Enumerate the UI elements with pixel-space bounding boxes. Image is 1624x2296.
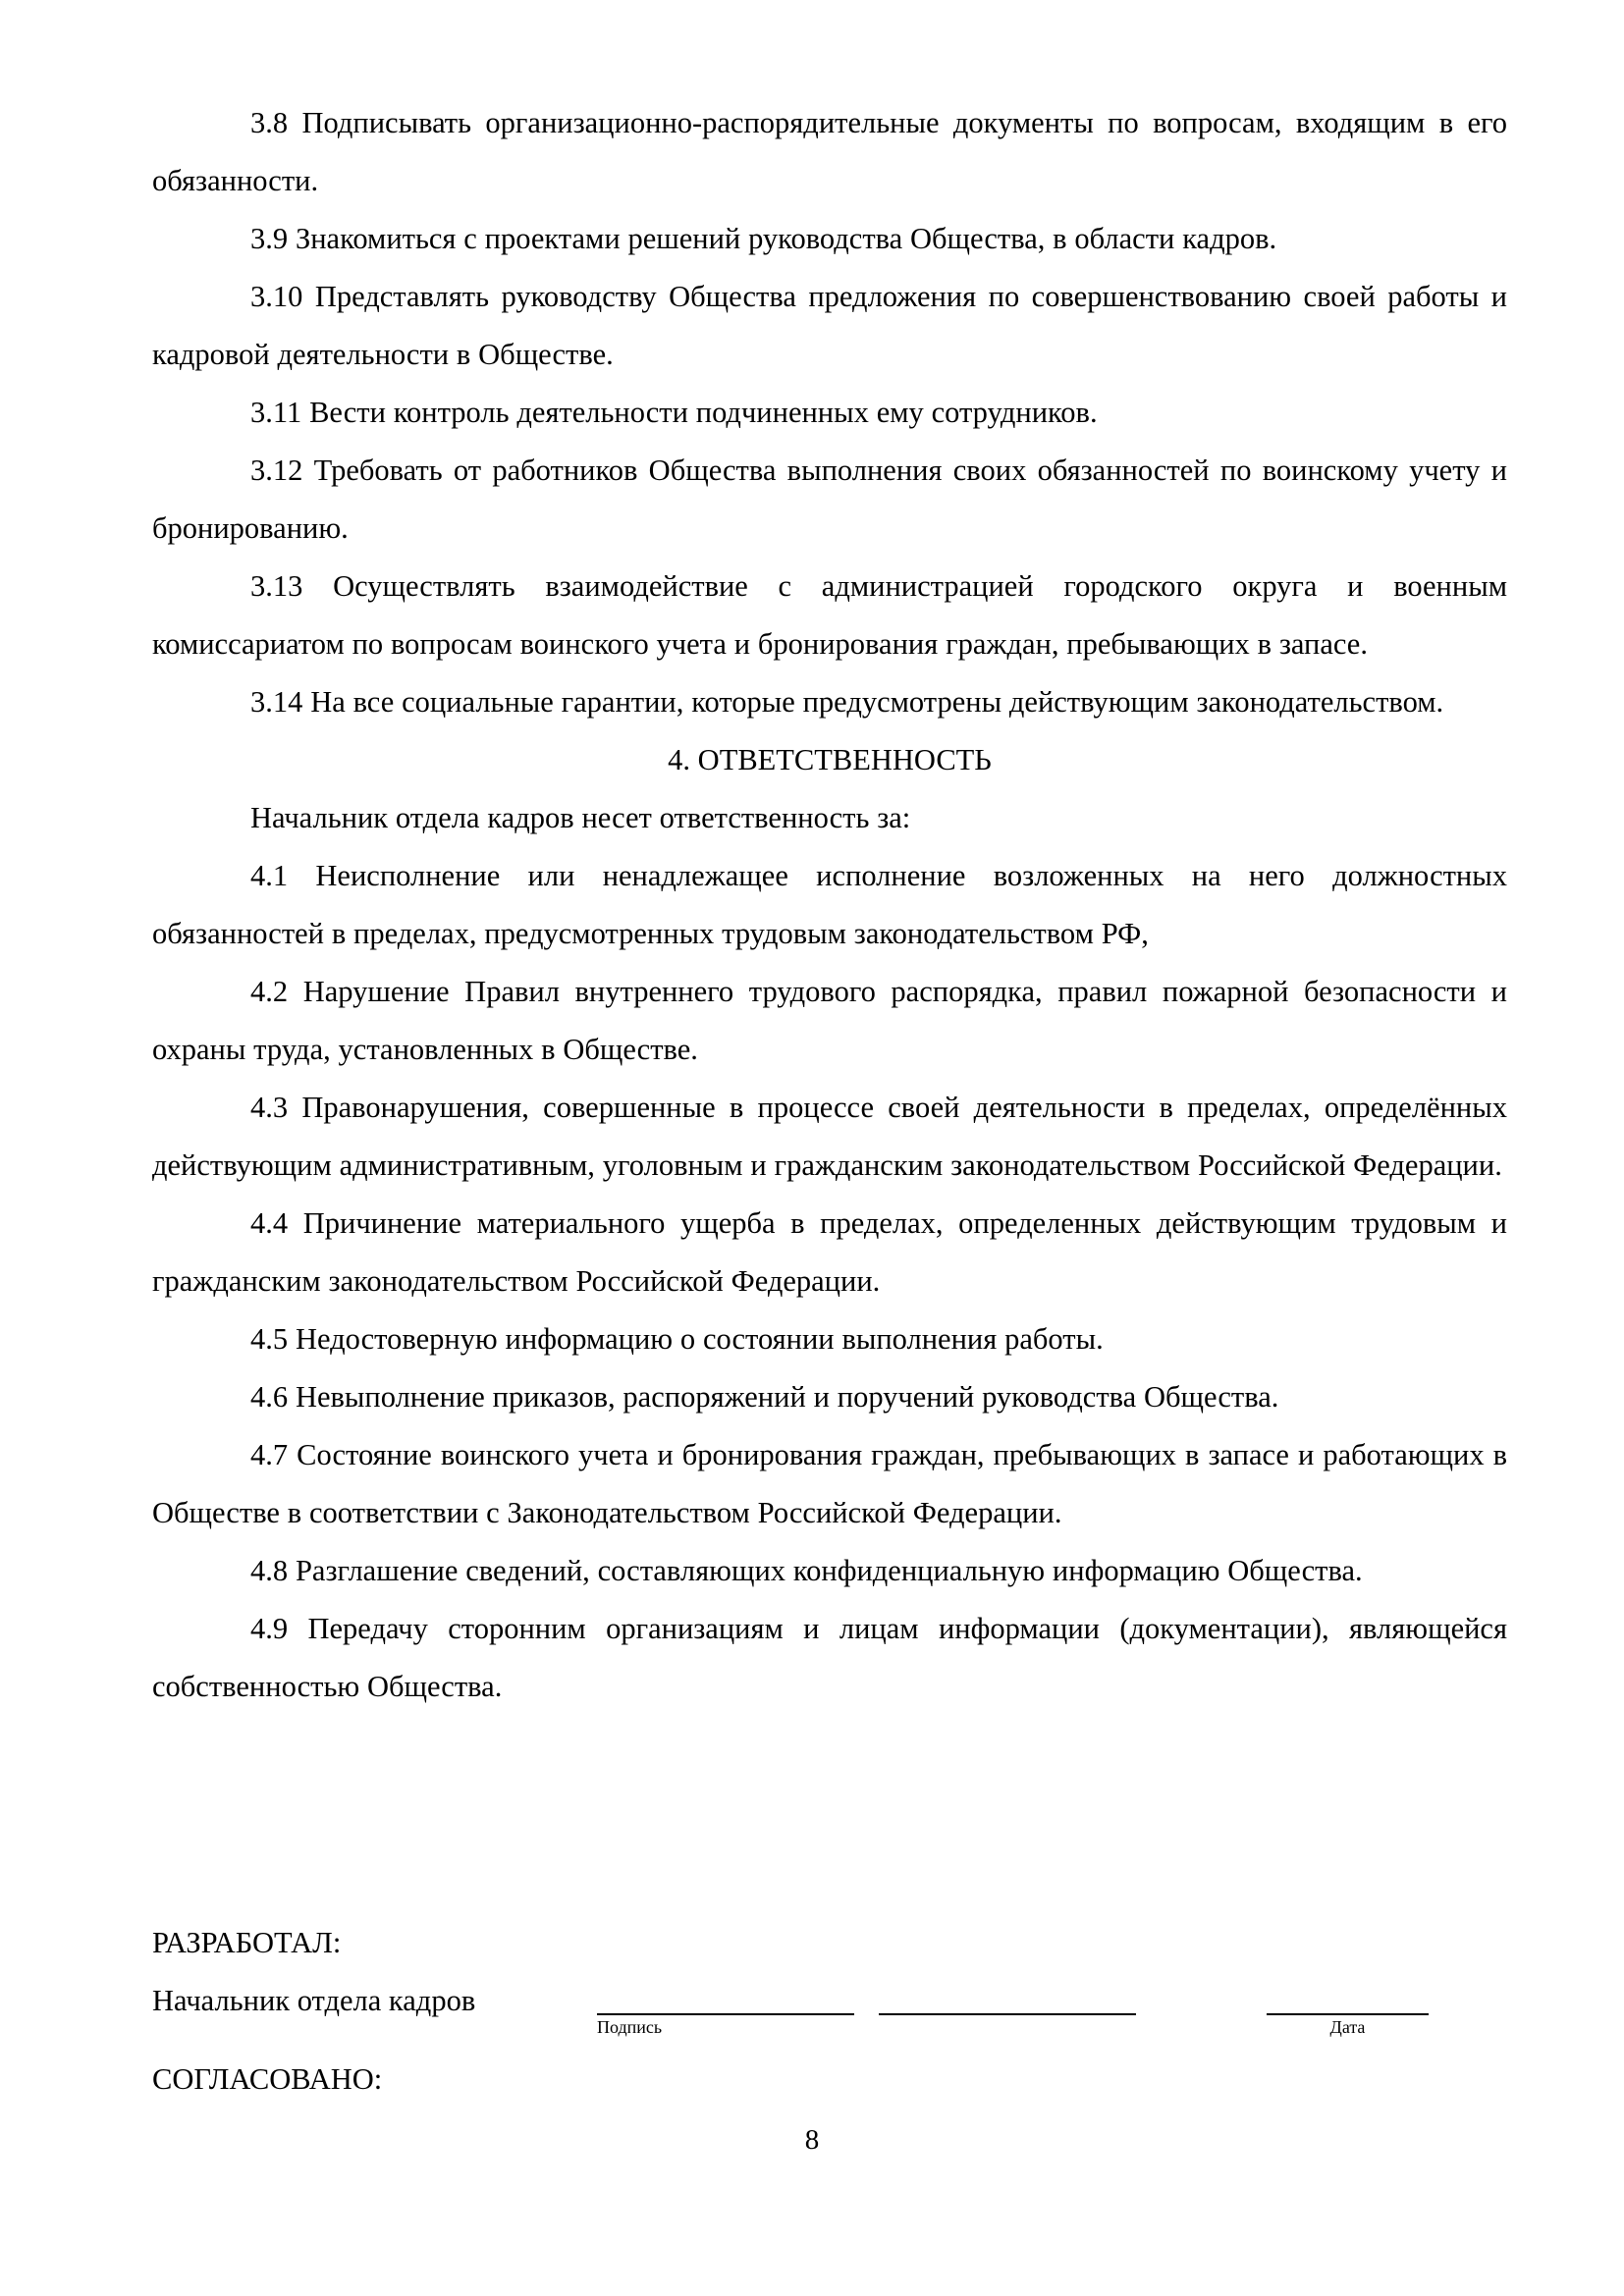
paragraph-4-4: 4.4 Причинение материального ущерба в пределах, определенных действующим трудовым и гражданским законодательством Российской Федерации. xyxy=(152,1206,1507,1298)
paragraph-3-10: 3.10 Представлять руководству Общества предложения по совершенствованию своей работы и кадровой деятельности в Обществе. xyxy=(152,280,1507,371)
paragraph-4-5: 4.5 Недостоверную информацию о состоянии выполнения работы. xyxy=(250,1322,1104,1356)
page-number: 8 xyxy=(804,2124,820,2156)
signature-line-1[interactable] xyxy=(597,2013,854,2015)
signature-caption: Подпись xyxy=(597,2017,663,2037)
approved-label: СОГЛАСОВАНО: xyxy=(152,2062,383,2096)
paragraph-4-9: 4.9 Передачу сторонним организациям и лицам информации (документации), являющейся собственностью Общества. xyxy=(152,1612,1507,1703)
signature-block xyxy=(152,1914,1507,2046)
paragraph-3-12: 3.12 Требовать от работников Общества выполнения своих обязанностей по воинскому учету и бронированию. xyxy=(152,454,1507,545)
date-line[interactable] xyxy=(1267,2013,1429,2015)
paragraph-3-14: 3.14 На все социальные гарантии, которые предусмотрены действующим законодательством. xyxy=(250,685,1444,719)
paragraph-4-8: 4.8 Разглашение сведений, составляющих конфиденциальную информацию Общества. xyxy=(250,1554,1363,1587)
paragraph-4-3: 4.3 Правонарушения, совершенные в процессе своей деятельности в пределах, определённых действующим административным, уголовным и гражданским законодательством Российской Федерации. xyxy=(152,1091,1507,1182)
paragraph-3-13: 3.13 Осуществлять взаимодействие с администрацией городского округа и военным комиссариатом по вопросам воинского учета и бронирования граждан, пребывающих в запасе. xyxy=(152,569,1507,661)
paragraph-3-8: 3.8 Подписывать организационно-распорядительные документы по вопросам, входящим в его обязанности. xyxy=(152,106,1507,197)
section-intro: Начальник отдела кадров несет ответственность за: xyxy=(250,801,911,834)
paragraph-3-11: 3.11 Вести контроль деятельности подчиненных ему сотрудников. xyxy=(250,396,1098,429)
signature-line-2[interactable] xyxy=(879,2013,1136,2015)
paragraph-3-9: 3.9 Знакомиться с проектами решений руководства Общества, в области кадров. xyxy=(250,222,1277,255)
paragraph-4-6: 4.6 Невыполнение приказов, распоряжений и поручений руководства Общества. xyxy=(250,1380,1279,1414)
paragraph-4-1: 4.1 Неисполнение или ненадлежащее исполнение возложенных на него должностных обязанностей в пределах, предусмотренных трудовым законодательством РФ, xyxy=(152,859,1507,950)
paragraph-4-2: 4.2 Нарушение Правил внутреннего трудового распорядка, правил пожарной безопасности и охраны труда, установленных в Обществе. xyxy=(152,975,1507,1066)
date-caption: Дата xyxy=(1329,2017,1366,2037)
signature-row xyxy=(152,1981,1507,2046)
signature-role-label: Начальник отдела кадров xyxy=(152,1984,476,2017)
developed-by-label: РАЗРАБОТАЛ: xyxy=(152,1926,342,1959)
document-body xyxy=(152,94,1507,1716)
section-heading-responsibility: 4. ОТВЕТСТВЕННОСТЬ xyxy=(668,743,992,776)
paragraph-4-7: 4.7 Состояние воинского учета и бронирования граждан, пребывающих в запасе и работающих в Обществе в соответствии с Законодательством Российской Федерации. xyxy=(152,1438,1507,1529)
